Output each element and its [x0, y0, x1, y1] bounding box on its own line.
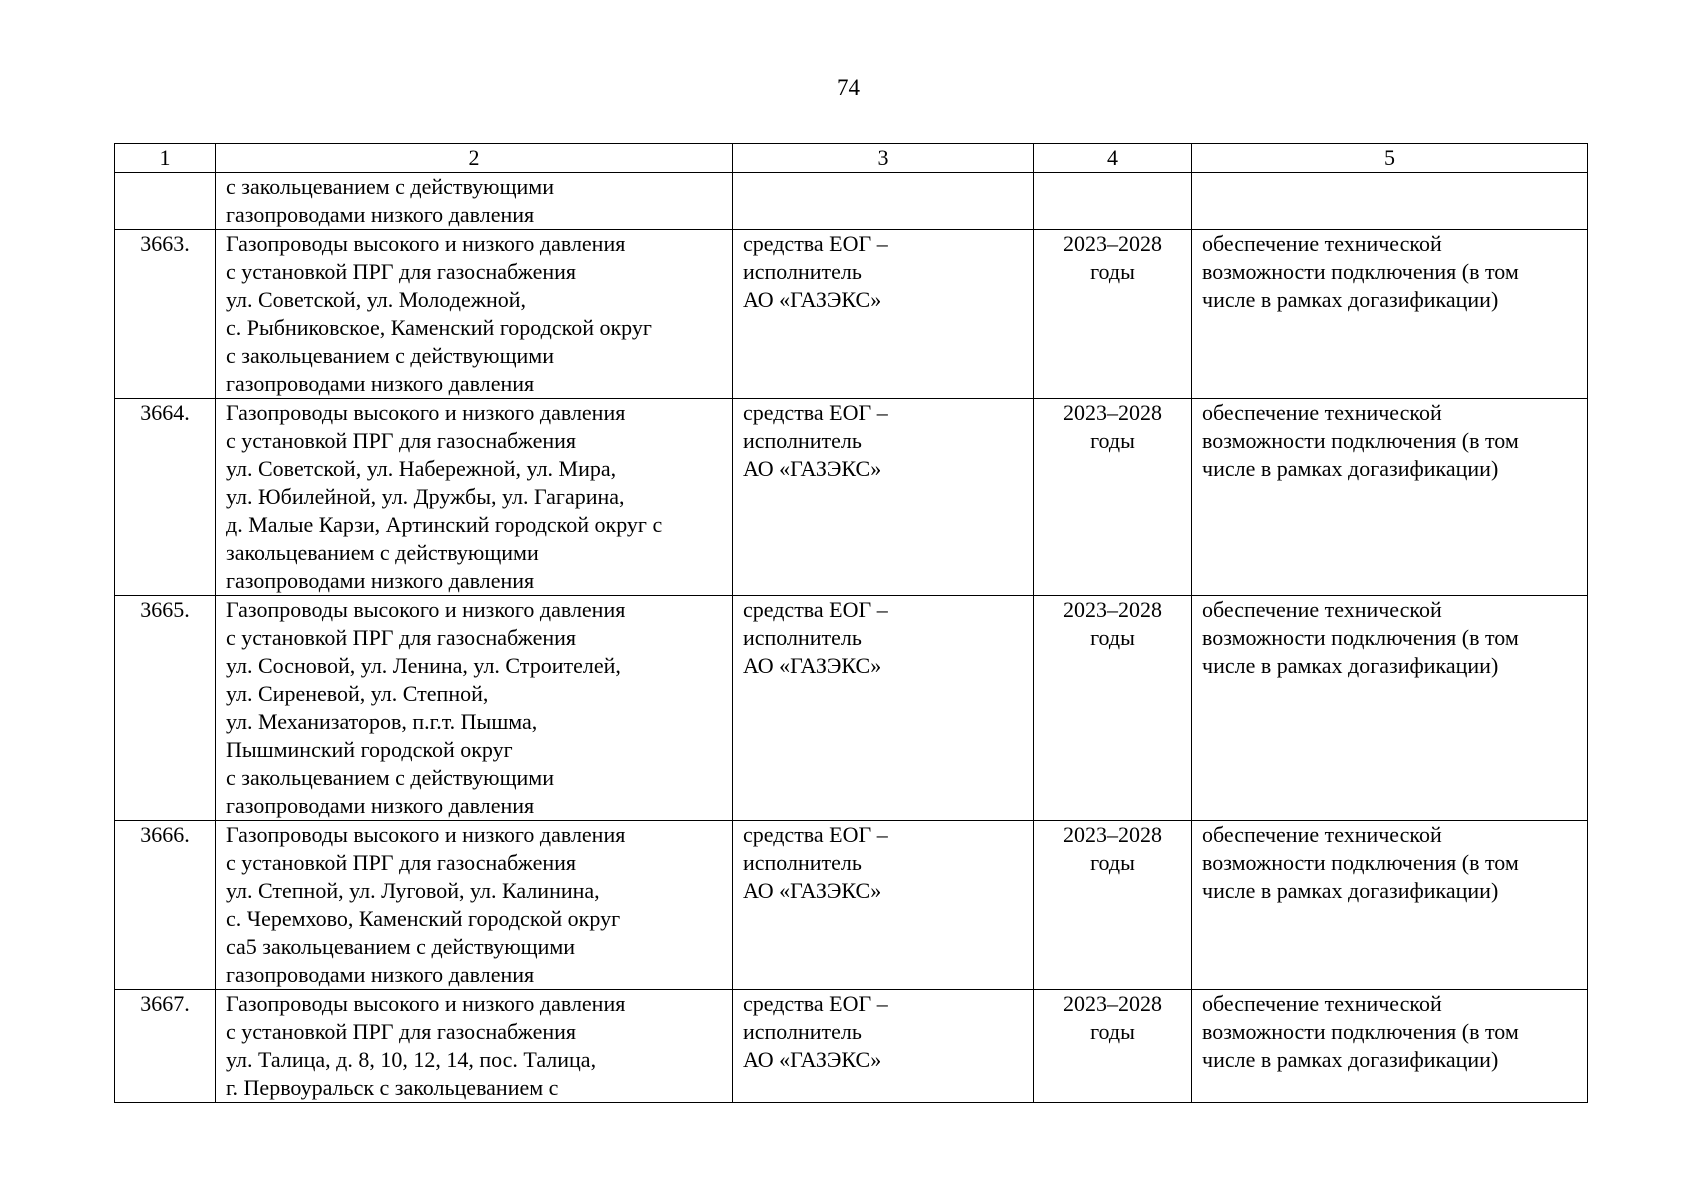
row-number-cell: 3663. — [115, 230, 216, 399]
period-cell: 2023–2028 годы — [1034, 230, 1192, 399]
period-cell: 2023–2028 годы — [1034, 990, 1192, 1103]
row-number-cell: 3665. — [115, 596, 216, 821]
table-row — [115, 399, 1588, 596]
table-row — [115, 821, 1588, 990]
period-cell: 2023–2028 годы — [1034, 399, 1192, 596]
purpose-cell: обеспечение технической возможности подключения (в том числе в рамках догазификации) — [1192, 990, 1588, 1103]
period-cell: 2023–2028 годы — [1034, 821, 1192, 990]
continuation-row — [115, 173, 1588, 230]
period-cell — [1034, 173, 1192, 230]
table-row — [115, 596, 1588, 821]
row-number-cell: 3666. — [115, 821, 216, 990]
object-cell: Газопроводы высокого и низкого давления с установкой ПРГ для газоснабжения ул. Сосновой, ул. Ленина, ул. Строителей, ул. Сиреневой, ул. Степной, ул. Механизаторов, п.г.т. Пышма, Пышминский городской округ с закольцеванием с действующими газопроводами низкого давления — [216, 596, 733, 821]
program-table — [114, 143, 1588, 1103]
column-header-4: 4 — [1034, 144, 1192, 173]
column-header-3: 3 — [733, 144, 1034, 173]
funding-source-cell: средства ЕОГ – исполнитель АО «ГАЗЭКС» — [733, 399, 1034, 596]
table-row — [115, 990, 1588, 1103]
column-header-5: 5 — [1192, 144, 1588, 173]
purpose-cell: обеспечение технической возможности подключения (в том числе в рамках догазификации) — [1192, 821, 1588, 990]
table-row — [115, 230, 1588, 399]
purpose-cell: обеспечение технической возможности подключения (в том числе в рамках догазификации) — [1192, 399, 1588, 596]
purpose-cell — [1192, 173, 1588, 230]
row-number-cell: 3664. — [115, 399, 216, 596]
funding-source-cell: средства ЕОГ – исполнитель АО «ГАЗЭКС» — [733, 230, 1034, 399]
object-cell: Газопроводы высокого и низкого давления с установкой ПРГ для газоснабжения ул. Советской, ул. Молодежной, с. Рыбниковское, Каменский городской округ с закольцеванием с действующими газопроводами низкого давления — [216, 230, 733, 399]
purpose-cell: обеспечение технической возможности подключения (в том числе в рамках догазификации) — [1192, 596, 1588, 821]
column-header-1: 1 — [115, 144, 216, 173]
object-cell: Газопроводы высокого и низкого давления с установкой ПРГ для газоснабжения ул. Талица, д. 8, 10, 12, 14, пос. Талица, г. Первоуральск с закольцеванием с — [216, 990, 733, 1103]
period-cell: 2023–2028 годы — [1034, 596, 1192, 821]
page-number: 74 — [837, 75, 860, 100]
funding-source-cell: средства ЕОГ – исполнитель АО «ГАЗЭКС» — [733, 596, 1034, 821]
funding-source-cell: средства ЕОГ – исполнитель АО «ГАЗЭКС» — [733, 821, 1034, 990]
row-number-cell — [115, 173, 216, 230]
column-header-2: 2 — [216, 144, 733, 173]
object-cell: с закольцеванием с действующими газопроводами низкого давления — [216, 173, 733, 230]
row-number-cell: 3667. — [115, 990, 216, 1103]
column-number-header-row — [115, 144, 1588, 173]
funding-source-cell: средства ЕОГ – исполнитель АО «ГАЗЭКС» — [733, 990, 1034, 1103]
object-cell: Газопроводы высокого и низкого давления с установкой ПРГ для газоснабжения ул. Степной, ул. Луговой, ул. Калинина, с. Черемхово, Каменский городской округ са5 закольцеванием с действующими газопроводами низкого давления — [216, 821, 733, 990]
object-cell: Газопроводы высокого и низкого давления с установкой ПРГ для газоснабжения ул. Советской, ул. Набережной, ул. Мира, ул. Юбилейной, ул. Дружбы, ул. Гагарина, д. Малые Карзи, Артинский городской округ с закольцеванием с действующими газопроводами низкого давления — [216, 399, 733, 596]
funding-source-cell — [733, 173, 1034, 230]
purpose-cell: обеспечение технической возможности подключения (в том числе в рамках догазификации) — [1192, 230, 1588, 399]
